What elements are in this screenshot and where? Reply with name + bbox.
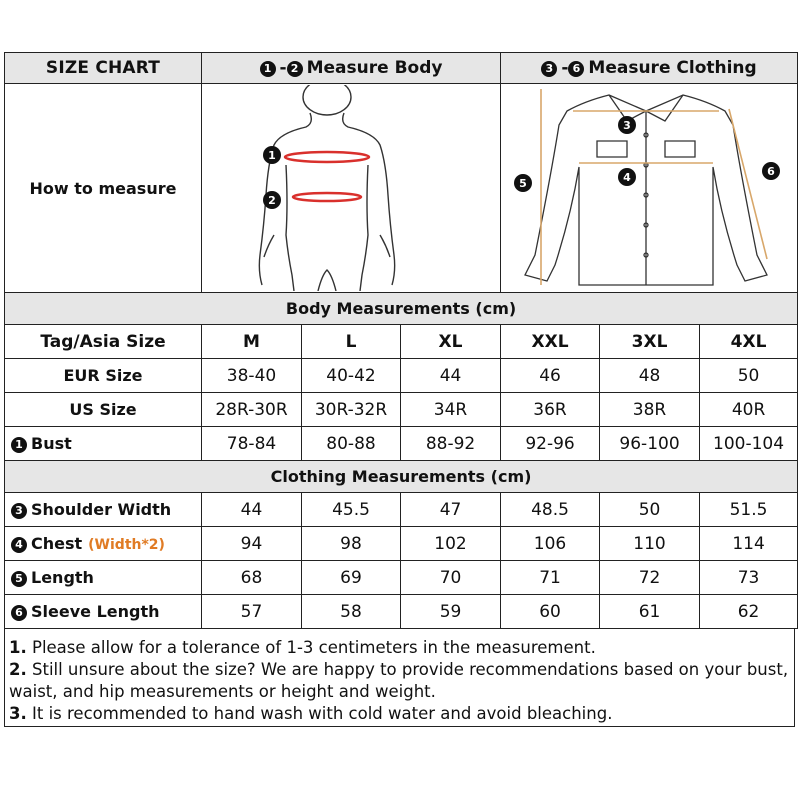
row-label: US Size (5, 393, 202, 427)
row-label (5, 493, 202, 527)
body-badge-1-icon (263, 146, 281, 164)
badge-3-icon: 3 (541, 61, 557, 77)
size-header-label: Tag/Asia Size (5, 325, 202, 359)
cell: 98 (302, 527, 401, 561)
cell: 80-88 (302, 427, 401, 461)
cell: 47 (401, 493, 501, 527)
cell: 34R (401, 393, 501, 427)
cell: 36R (501, 393, 600, 427)
size-l: L (302, 325, 401, 359)
table-row (5, 393, 798, 427)
row-label-text: Chest (31, 534, 83, 553)
cell: 51.5 (700, 493, 798, 527)
row-label (5, 427, 202, 461)
cell: 69 (302, 561, 401, 595)
badge-6-icon: 6 (568, 61, 584, 77)
table-row (5, 527, 798, 561)
cell: 50 (700, 359, 798, 393)
cell: 70 (401, 561, 501, 595)
shirt-badge-4-icon (618, 168, 636, 186)
cell: 78-84 (202, 427, 302, 461)
note-text: It is recommended to hand wash with cold water and avoid bleaching. (26, 704, 613, 723)
cell: 68 (202, 561, 302, 595)
how-to-measure-label: How to measure (5, 84, 202, 293)
cell: 114 (700, 527, 798, 561)
body-badge-2-icon (263, 191, 281, 209)
notes-box (4, 629, 795, 727)
size-xl: XL (401, 325, 501, 359)
table-row (5, 493, 798, 527)
cell: 60 (501, 595, 600, 629)
shirt-diagram-cell (501, 84, 798, 293)
measure-body-header (202, 53, 501, 84)
table-row (5, 561, 798, 595)
cell: 58 (302, 595, 401, 629)
measure-body-label: Measure Body (306, 58, 443, 78)
cell: 44 (202, 493, 302, 527)
cell: 88-92 (401, 427, 501, 461)
measure-clothing-header (501, 53, 798, 84)
table-row (5, 427, 798, 461)
badge-1-icon: 1 (260, 61, 276, 77)
cell: 72 (600, 561, 700, 595)
body-diagram-cell (202, 84, 501, 293)
cell: 106 (501, 527, 600, 561)
cell: 62 (700, 595, 798, 629)
bust-line (285, 152, 369, 162)
dash: - (279, 58, 287, 78)
clothing-measurements-section (5, 461, 798, 493)
how-to-measure-row (5, 84, 798, 293)
note-1 (9, 637, 790, 659)
cell: 100-104 (700, 427, 798, 461)
svg-text:3: 3 (623, 119, 631, 132)
cell: 110 (600, 527, 700, 561)
body-measurements-section (5, 293, 798, 325)
row-label (5, 561, 202, 595)
cell: 44 (401, 359, 501, 393)
note-number: 1. (9, 638, 27, 657)
row-label (5, 595, 202, 629)
row-label-text: Length (31, 568, 94, 587)
cell: 71 (501, 561, 600, 595)
badge-3-icon: 3 (11, 503, 27, 519)
svg-text:2: 2 (268, 194, 276, 207)
table-row (5, 359, 798, 393)
svg-text:6: 6 (767, 165, 775, 178)
note-number: 3. (9, 704, 27, 723)
size-xxl: XXL (501, 325, 600, 359)
svg-text:5: 5 (519, 177, 527, 190)
note-3 (9, 703, 790, 725)
waist-line (293, 193, 361, 201)
badge-5-icon: 5 (11, 571, 27, 587)
cell: 40-42 (302, 359, 401, 393)
note-text: Please allow for a tolerance of 1-3 centimeters in the measurement. (26, 638, 596, 657)
cell: 96-100 (600, 427, 700, 461)
cell: 40R (700, 393, 798, 427)
chest-width-note: (Width*2) (88, 537, 165, 553)
shirt-diagram (501, 85, 791, 291)
size-chart (4, 52, 797, 727)
cell: 94 (202, 527, 302, 561)
badge-1-icon: 1 (11, 437, 27, 453)
note-text: Still unsure about the size? We are happy to provide recommendations based on your bust, waist, and hip measurements or height and weight. (9, 660, 789, 701)
size-4xl: 4XL (700, 325, 798, 359)
cell: 73 (700, 561, 798, 595)
cell: 28R-30R (202, 393, 302, 427)
row-label: EUR Size (5, 359, 202, 393)
cell: 38R (600, 393, 700, 427)
size-chart-title: SIZE CHART (5, 53, 202, 84)
size-3xl: 3XL (600, 325, 700, 359)
sleeve-line (729, 109, 767, 259)
size-chart-table (4, 52, 798, 629)
row-label-text: Shoulder Width (31, 500, 172, 519)
shirt-badge-3-icon (618, 116, 636, 134)
row-label-text: Bust (31, 434, 72, 453)
cell: 59 (401, 595, 501, 629)
measure-clothing-label: Measure Clothing (588, 58, 757, 78)
svg-text:4: 4 (623, 171, 631, 184)
cell: 46 (501, 359, 600, 393)
header-row (5, 53, 798, 84)
cell: 38-40 (202, 359, 302, 393)
cell: 92-96 (501, 427, 600, 461)
cell: 48.5 (501, 493, 600, 527)
note-2 (9, 659, 790, 703)
size-m: M (202, 325, 302, 359)
shirt-outline-icon (525, 95, 767, 285)
row-label-text: Sleeve Length (31, 602, 160, 621)
clothing-measurements-title: Clothing Measurements (cm) (5, 461, 798, 493)
dash: - (561, 58, 569, 78)
badge-6-icon: 6 (11, 605, 27, 621)
badge-4-icon: 4 (11, 537, 27, 553)
row-label (5, 527, 202, 561)
cell: 48 (600, 359, 700, 393)
table-row (5, 595, 798, 629)
cell: 102 (401, 527, 501, 561)
cell: 61 (600, 595, 700, 629)
cell: 30R-32R (302, 393, 401, 427)
body-measurements-title: Body Measurements (cm) (5, 293, 798, 325)
shirt-badge-5-icon (514, 174, 532, 192)
svg-text:1: 1 (268, 149, 276, 162)
cell: 50 (600, 493, 700, 527)
cell: 57 (202, 595, 302, 629)
body-outline-icon (259, 85, 394, 291)
body-diagram (202, 85, 452, 291)
size-header-row (5, 325, 798, 359)
note-number: 2. (9, 660, 27, 679)
badge-2-icon: 2 (287, 61, 303, 77)
cell: 45.5 (302, 493, 401, 527)
shirt-badge-6-icon (762, 162, 780, 180)
